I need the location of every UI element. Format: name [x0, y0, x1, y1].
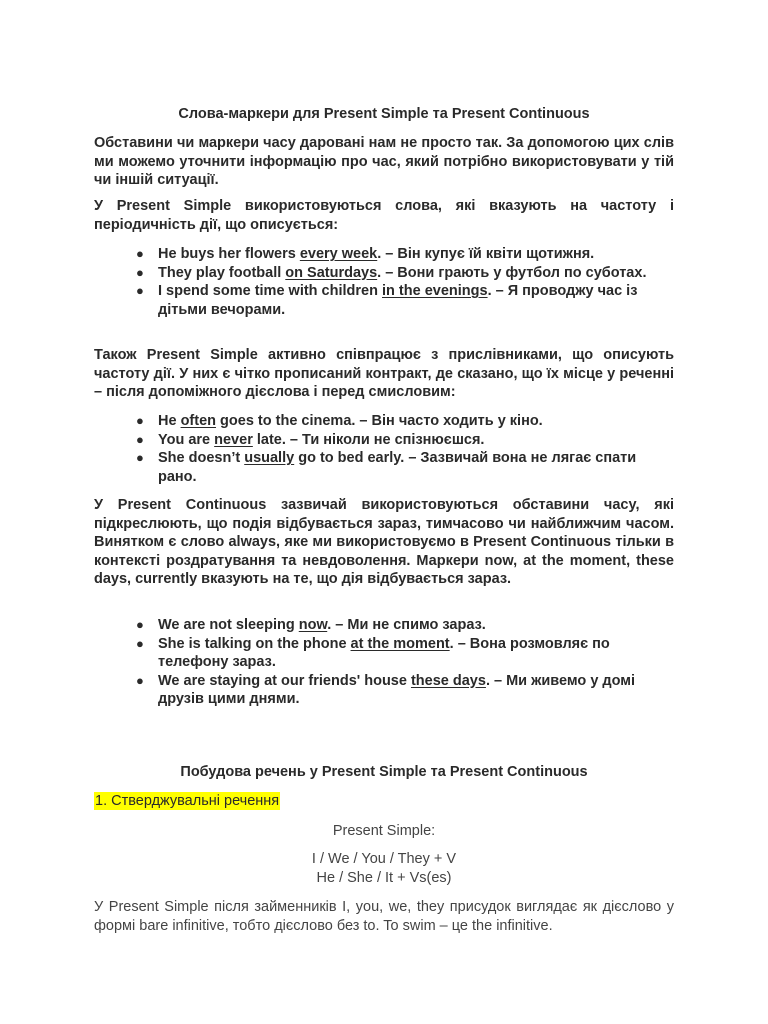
time-marker: usually: [244, 450, 295, 466]
list-item: ● He often goes to the cinema. – Він часто ходить у кіно.: [136, 413, 543, 429]
time-marker: these days: [410, 672, 486, 689]
formula-singular: He / She / It + Vs(es): [316, 870, 452, 886]
list-item: ● We are not sleeping now. – Ми не спимо зараз.: [136, 617, 486, 633]
present-continuous-examples: [94, 616, 674, 709]
bullet-icon: ●: [136, 617, 144, 632]
bullet-icon: ●: [136, 413, 144, 428]
bullet-icon: ●: [136, 450, 144, 465]
bullet-icon: ●: [136, 246, 144, 261]
adverbs-paragraph: Також Present Simple активно співпрацює з прислівниками, що описують частоту дії. У них є чітко прописаний контракт, де сказано, що їх місце у реченні – після допоміжного дієслова і перед смисловим:: [94, 347, 674, 400]
time-marker: at the moment: [350, 635, 450, 652]
subsection-heading: 1. Стверджувальні речення: [95, 793, 280, 809]
time-marker: on Saturdays: [285, 264, 378, 281]
adverb-examples: [94, 412, 674, 486]
bullet-icon: ●: [136, 431, 144, 447]
intro-paragraph: Обставини чи маркери часу даровані нам не просто так. За допомогою цих слів ми можемо уточнити інформацію про час, який потрібно використовувати у тій чи іншій ситуації.: [94, 135, 674, 188]
present-simple-label: Present Simple:: [332, 823, 436, 839]
time-marker: now: [298, 617, 328, 633]
time-marker: every week: [299, 246, 378, 262]
list-item: ● You are never late. – Ти ніколи не спізнюєшся.: [136, 431, 485, 448]
time-marker: often: [180, 413, 217, 429]
page-title: Слова-маркери для Present Simple та Present Continuous: [178, 106, 590, 122]
time-marker: in the evenings: [382, 283, 488, 299]
present-continuous-intro: У Present Continuous зазвичай використовуються обставини часу, які підкреслюють, що подія відбувається зараз, тимчасово чи найближчим часом. Винятком є слово always, яке ми використовуємо в Present Continuous тільки в контексті роздратування та невдоволення. Маркери now, at the moment, these days, currently вказують на те, що дія відбувається зараз.: [94, 497, 674, 587]
present-simple-intro: У Present Simple використовуються слова, які вказують на частоту і періодичність дії, що описується:: [94, 198, 674, 233]
list-item: ● She is talking on the phone at the moment. – Вона розмовляє по телефону зараз.: [136, 635, 610, 670]
section-title: Побудова речень у Present Simple та Present Continuous: [180, 764, 588, 780]
bullet-icon: ●: [136, 672, 144, 688]
list-item: ● He buys her flowers every week. – Він купує їй квіти щотижня.: [136, 246, 595, 262]
present-simple-examples: [94, 245, 674, 319]
list-item: ● They play football on Saturdays. – Вони грають у футбол по суботах.: [136, 264, 647, 281]
bullet-icon: ●: [136, 283, 144, 298]
list-item: ● I spend some time with children in the evenings. – Я проводжу час із дітьми вечорами.: [136, 283, 638, 318]
infinitive-paragraph: У Present Simple після займенників I, you, we, they присудок виглядає як дієслово у формі bare infinitive, тобто дієслово без to. To swim – це the infinitive.: [94, 899, 674, 934]
bullet-icon: ●: [136, 635, 144, 651]
list-item: ● We are staying at our friends' house these days. – Ми живемо у домі друзів цими днями.: [136, 672, 636, 707]
formula-plural: I / We / You / They + V: [311, 851, 457, 867]
bullet-icon: ●: [136, 264, 144, 280]
list-item: ● She doesn’t usually go to bed early. – Зазвичай вона не лягає спати рано.: [136, 450, 637, 485]
time-marker: never: [214, 431, 253, 448]
